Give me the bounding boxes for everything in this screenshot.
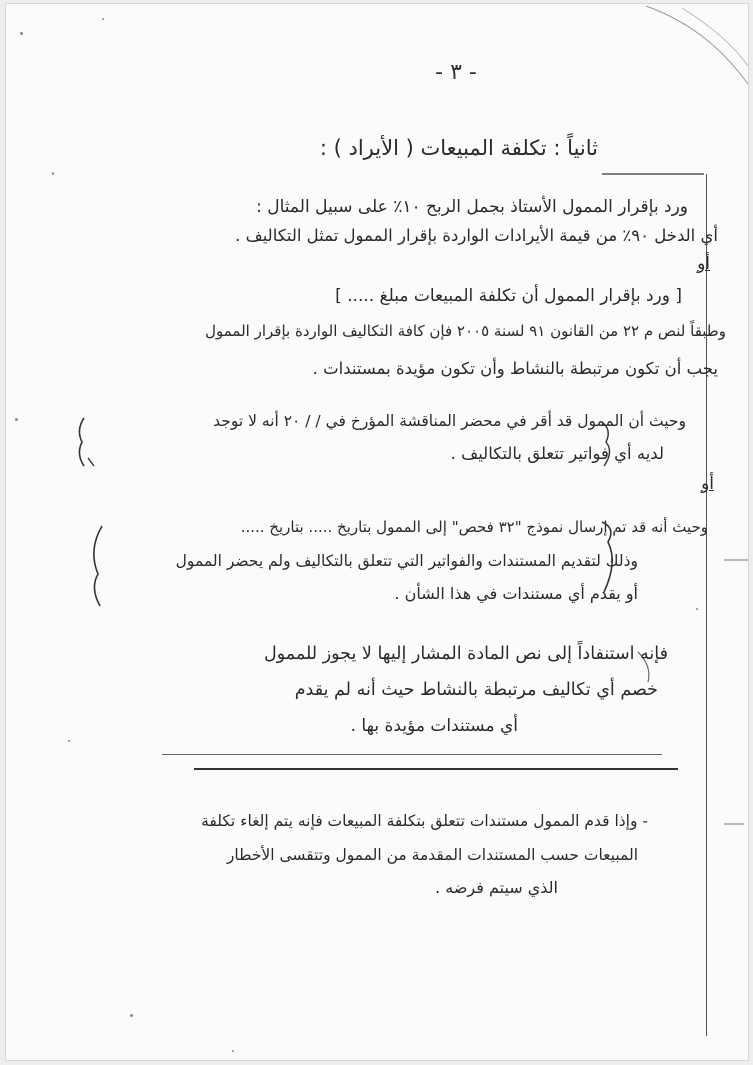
text-line: خصم أي تكاليف مرتبطة بالنشاط حيث أنه لم يقدم [294, 680, 658, 700]
text-line: وطبقاً لنص م ٢٢ من القانون ٩١ لسنة ٢٠٠٥ فإن كافة التكاليف الواردة بإقرار الممول [205, 322, 726, 340]
text-line: [ ورد بإقرار الممول أن تكلفة المبيعات مبلغ ..... ] [335, 286, 682, 306]
section-heading: ثانياً : تكلفة المبيعات ( الأيراد ) : [319, 136, 598, 160]
text-line: أي مستندات مؤيدة بها . [350, 716, 518, 736]
text-line: فإنه استنفاداً إلى نص المادة المشار إليها لا يجوز للممول [264, 644, 668, 664]
text-line: - وإذا قدم الممول مستندات تتعلق بتكلفة المبيعات فإنه يتم إلغاء تكلفة [201, 812, 648, 830]
text-line: المبيعات حسب المستندات المقدمة من الممول وتتقسى الأخطار [226, 846, 638, 864]
text-line: وحيث أنه قد تم إرسال نموذج "٣٢ فحص" إلى الممول بتاريخ ..... بتاريخ ..... [240, 518, 708, 536]
separator-rule [162, 754, 662, 755]
text-line-or: أو [697, 254, 710, 274]
text-line: أي الدخل ٩٠٪ من قيمة الأيرادات الواردة بإقرار الممول تمثل التكاليف . [235, 226, 718, 245]
text-line: الذي سيتم فرضه . [435, 878, 558, 897]
text-line: لديه أي فواتير تتعلق بالتكاليف . [450, 444, 664, 463]
separator-rule [194, 768, 678, 770]
page-number: - ٣ - [435, 60, 477, 85]
scanned-page [6, 4, 748, 1060]
text-line-or: أو [701, 474, 714, 494]
text-line: وحيث أن الممول قد أقر في محضر المناقشة المؤرخ في / / ٢٠ أنه لا توجد [213, 412, 686, 430]
text-line: ورد بإقرار الممول الأستاذ بجمل الربح ١٠٪ على سبيل المثال : [256, 197, 688, 217]
text-line: أو يقدم أي مستندات في هذا الشأن . [394, 584, 638, 603]
text-line: يجب أن تكون مرتبطة بالنشاط وأن تكون مؤيدة بمستندات . [312, 359, 718, 378]
text-line: وذلك لتقديم المستندات والفواتير التي تتعلق بالتكاليف ولم يحضر الممول [175, 552, 638, 570]
